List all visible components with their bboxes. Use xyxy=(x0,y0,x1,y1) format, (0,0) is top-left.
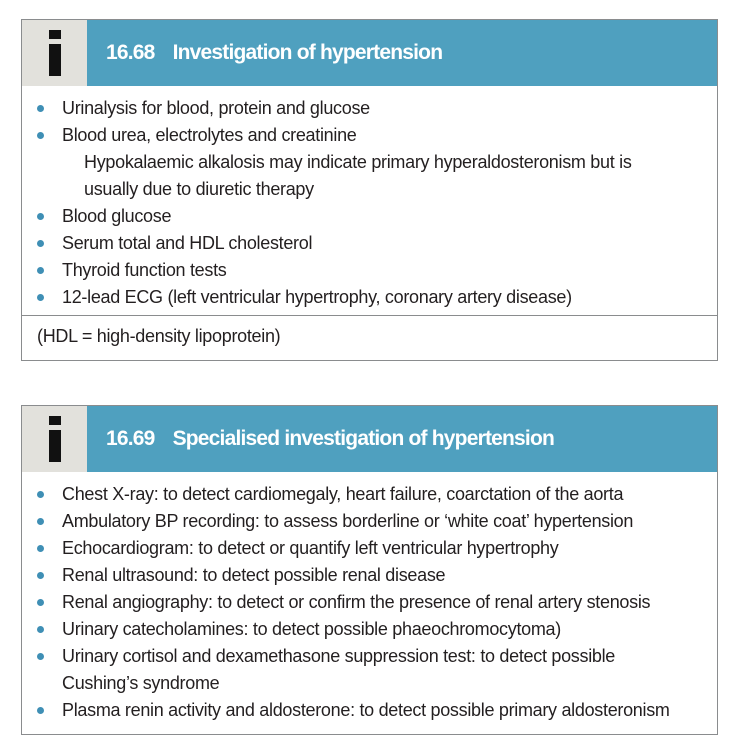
item-text: Ambulatory BP recording: to assess borderline or ‘white coat’ hypertension xyxy=(62,511,634,531)
bullet-icon xyxy=(37,626,44,633)
info-box-16-69 xyxy=(21,405,718,735)
box-title: Specialised investigation of hypertension xyxy=(172,427,555,450)
bullet-icon xyxy=(37,491,44,498)
box-header xyxy=(22,20,717,86)
box-header xyxy=(22,406,717,472)
list-item xyxy=(22,95,717,122)
bullet-icon xyxy=(37,267,44,274)
item-list xyxy=(22,472,717,724)
list-item xyxy=(22,616,717,643)
item-text: Urinalysis for blood, protein and glucose xyxy=(62,98,370,118)
info-box-16-68 xyxy=(21,19,718,361)
list-item xyxy=(22,230,717,257)
list-item xyxy=(22,562,717,589)
item-text: Chest X-ray: to detect cardiomegaly, heart failure, coarctation of the aorta xyxy=(62,484,624,504)
item-text: usually due to diuretic therapy xyxy=(84,179,314,199)
item-text: Echocardiogram: to detect or quantify left ventricular hypertrophy xyxy=(62,538,559,558)
item-text: Blood urea, electrolytes and creatinine xyxy=(62,125,357,145)
bullet-icon xyxy=(37,653,44,660)
list-item xyxy=(22,122,717,149)
item-text: Thyroid function tests xyxy=(62,260,227,280)
item-text: Urinary cortisol and dexamethasone suppression test: to detect possible xyxy=(62,646,616,666)
bullet-icon xyxy=(37,213,44,220)
item-text: Cushing’s syndrome xyxy=(62,673,220,693)
item-text: 12-lead ECG (left ventricular hypertrophy, coronary artery disease) xyxy=(62,287,572,307)
bullet-icon xyxy=(37,105,44,112)
box-number: 16.69 xyxy=(106,427,155,450)
item-text: Hypokalaemic alkalosis may indicate primary hyperaldosteronism but is xyxy=(84,152,632,172)
item-text: Renal angiography: to detect or confirm the presence of renal artery stenosis xyxy=(62,592,651,612)
item-text: Renal ultrasound: to detect possible renal disease xyxy=(62,565,446,585)
list-item xyxy=(22,481,717,508)
item-list xyxy=(22,86,717,311)
list-item xyxy=(22,508,717,535)
list-subitem xyxy=(22,149,717,176)
list-item xyxy=(22,284,717,311)
item-text: Blood glucose xyxy=(62,206,172,226)
list-item xyxy=(22,589,717,616)
box-title-bar xyxy=(87,406,717,472)
item-text: Plasma renin activity and aldosterone: to detect possible primary aldosteronism xyxy=(62,700,670,720)
box-number: 16.68 xyxy=(106,41,155,64)
bullet-icon xyxy=(37,599,44,606)
box-footnote: (HDL = high-density lipoprotein) xyxy=(22,315,717,360)
bullet-icon xyxy=(37,545,44,552)
list-item xyxy=(22,203,717,230)
info-icon xyxy=(22,20,87,86)
item-text: Serum total and HDL cholesterol xyxy=(62,233,313,253)
bullet-icon xyxy=(37,707,44,714)
list-item xyxy=(22,257,717,284)
list-item xyxy=(22,697,717,724)
list-item-continuation xyxy=(22,670,717,697)
list-subitem xyxy=(22,176,717,203)
list-item xyxy=(22,643,717,670)
list-item xyxy=(22,535,717,562)
bullet-icon xyxy=(37,518,44,525)
bullet-icon xyxy=(37,572,44,579)
bullet-icon xyxy=(37,240,44,247)
info-icon xyxy=(22,406,87,472)
item-text: Urinary catecholamines: to detect possible phaeochromocytoma) xyxy=(62,619,561,639)
box-title-bar xyxy=(87,20,717,86)
bullet-icon xyxy=(37,132,44,139)
box-title: Investigation of hypertension xyxy=(172,41,443,64)
bullet-icon xyxy=(37,294,44,301)
